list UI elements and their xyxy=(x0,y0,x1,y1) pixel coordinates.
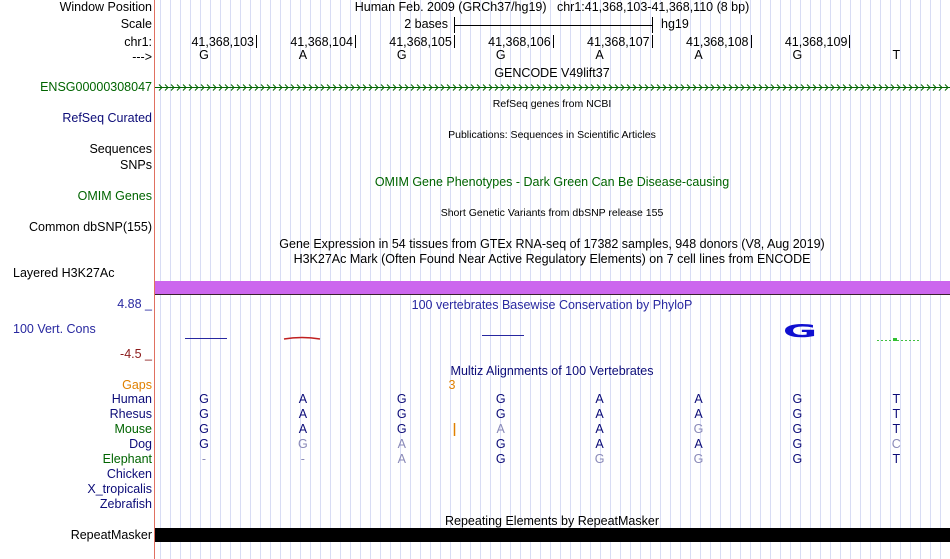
gencode-strand-arrow xyxy=(513,85,516,91)
gencode-strand-arrow xyxy=(453,85,456,91)
ruler-coordinate: 41,368,103 xyxy=(191,35,254,49)
track-title-gtex: Gene Expression in 54 tissues from GTEx RNA-seq of 17382 samples, 948 donors (V8, Aug 2019) xyxy=(279,237,825,251)
track-title-repeatmasker: Repeating Elements by RepeatMasker xyxy=(444,514,660,528)
gencode-strand-arrow xyxy=(729,85,732,91)
gencode-strand-arrow xyxy=(477,85,480,91)
gencode-strand-arrow xyxy=(921,85,924,91)
phylop-min-label: -4.5 _ xyxy=(120,347,152,361)
alignment-base: G xyxy=(792,437,803,451)
gencode-strand-arrow xyxy=(639,85,642,91)
species-label-x_tropicalis: X_tropicalis xyxy=(87,482,152,496)
reference-base: G xyxy=(396,48,407,62)
gencode-strand-arrow xyxy=(315,85,318,91)
phylop-max-label: 4.88 _ xyxy=(117,297,152,311)
alignment-base: A xyxy=(595,422,604,436)
alignment-base: G xyxy=(792,392,803,406)
gencode-strand-arrow xyxy=(945,85,948,91)
ruler-position-header xyxy=(355,0,749,15)
gencode-strand-arrow xyxy=(651,85,654,91)
gencode-strand-arrow xyxy=(525,85,528,91)
reference-base: G xyxy=(199,48,209,62)
gencode-strand-arrow xyxy=(357,85,360,91)
alignment-base: G xyxy=(693,452,704,466)
alignment-base: G xyxy=(495,452,506,466)
gencode-strand-arrow xyxy=(333,85,336,91)
gencode-strand-arrow xyxy=(633,85,636,91)
gencode-strand-arrow xyxy=(747,85,750,91)
gencode-strand-arrow xyxy=(597,85,600,91)
gencode-strand-arrow xyxy=(489,85,492,91)
gencode-strand-arrow xyxy=(663,85,666,91)
gencode-strand-arrow xyxy=(705,85,708,91)
track-label-phylop[interactable]: 100 Vert. Cons xyxy=(13,322,96,336)
track-title-multiz: Multiz Alignments of 100 Vertebrates xyxy=(450,364,654,378)
ruler-coordinate: 41,368,109 xyxy=(784,35,848,49)
gencode-strand-arrow xyxy=(741,85,744,91)
gencode-strand-arrow xyxy=(771,85,774,91)
reference-base: A xyxy=(694,48,703,62)
gencode-strand-arrow xyxy=(609,85,612,91)
gencode-strand-arrow xyxy=(309,85,312,91)
gencode-strand-arrow xyxy=(735,85,738,91)
gencode-strand-arrow xyxy=(891,85,894,91)
gencode-strand-arrow xyxy=(387,85,390,91)
reference-base: T xyxy=(892,48,901,62)
track-label-snps[interactable]: SNPs xyxy=(120,158,152,172)
reference-base: A xyxy=(298,48,308,62)
gencode-strand-arrow xyxy=(759,85,762,91)
gencode-strand-arrow xyxy=(669,85,672,91)
scale-value: 2 bases xyxy=(404,17,448,31)
track-title-refseq: RefSeq genes from NCBI xyxy=(492,98,612,110)
gencode-strand-arrow xyxy=(381,85,384,91)
gencode-strand-arrow xyxy=(711,85,714,91)
gencode-strand-arrow xyxy=(465,85,468,91)
gencode-strand-arrow xyxy=(825,85,828,91)
gencode-strand-arrow xyxy=(201,85,204,91)
gencode-strand-arrow xyxy=(183,85,186,91)
alignment-base: G xyxy=(396,407,407,421)
gencode-strand-arrow xyxy=(435,85,438,91)
alignment-base: A xyxy=(595,392,604,406)
gencode-strand-arrow xyxy=(795,85,798,91)
gencode-strand-arrow xyxy=(219,85,222,91)
alignment-base: A xyxy=(694,407,703,421)
alignment-base: T xyxy=(892,392,901,406)
gencode-strand-arrow xyxy=(765,85,768,91)
window-position-label: Window Position xyxy=(59,0,152,14)
species-label-rhesus: Rhesus xyxy=(109,407,152,421)
assembly-name: Human Feb. 2009 (GRCh37/hg19) xyxy=(354,0,547,14)
species-label-mouse: Mouse xyxy=(114,422,152,436)
gencode-strand-arrow xyxy=(681,85,684,91)
gencode-strand-arrow xyxy=(807,85,810,91)
alignment-base: - xyxy=(300,452,305,466)
species-label-dog: Dog xyxy=(129,437,152,451)
alignment-base: A xyxy=(397,452,406,466)
gencode-strand-arrow xyxy=(927,85,930,91)
gencode-strand-arrow xyxy=(483,85,486,91)
alignment-base: T xyxy=(892,452,901,466)
track-label-refseq[interactable]: RefSeq Curated xyxy=(62,111,152,125)
alignment-base: G xyxy=(792,407,803,421)
gencode-strand-arrow xyxy=(393,85,396,91)
alignment-base: G xyxy=(495,407,506,421)
gencode-strand-arrow xyxy=(297,85,300,91)
gencode-strand-arrow xyxy=(423,85,426,91)
gencode-strand-arrow xyxy=(549,85,552,91)
reference-base: G xyxy=(792,48,803,62)
track-title-h3k27ac: H3K27Ac Mark (Often Found Near Active Regulatory Elements) on 7 cell lines from ENCODE xyxy=(293,252,811,266)
gencode-strand-arrow xyxy=(675,85,678,91)
chrom-label: chr1: xyxy=(124,35,152,49)
gencode-strand-arrow xyxy=(441,85,444,91)
gencode-strand-arrow xyxy=(459,85,462,91)
gencode-strand-arrow xyxy=(231,85,234,91)
gencode-strand-arrow xyxy=(867,85,870,91)
gencode-strand-arrow xyxy=(177,85,180,91)
alignment-base: A xyxy=(694,437,703,451)
gencode-strand-arrow xyxy=(501,85,504,91)
gencode-strand-arrow xyxy=(537,85,540,91)
alignment-base: A xyxy=(397,437,406,451)
gencode-strand-arrow xyxy=(189,85,192,91)
track-label-omim[interactable]: OMIM Genes xyxy=(77,189,152,203)
track-title-gencode: GENCODE V49lift37 xyxy=(494,66,610,80)
alignment-base: G xyxy=(199,437,209,451)
ruler-coordinate: 41,368,104 xyxy=(290,35,353,49)
gencode-strand-arrow xyxy=(801,85,804,91)
species-label-elephant: Elephant xyxy=(102,452,152,466)
gencode-strand-arrow xyxy=(327,85,330,91)
alignment-base: G xyxy=(199,407,209,421)
track-title-phylop: 100 vertebrates Basewise Conservation by PhyloP xyxy=(411,298,693,312)
alignment-base: - xyxy=(201,452,207,466)
gencode-strand-arrow xyxy=(507,85,510,91)
gencode-strand-arrow xyxy=(339,85,342,91)
gencode-strand-arrow xyxy=(693,85,696,91)
alignment-base: A xyxy=(298,422,308,436)
ruler-coordinate: 41,368,107 xyxy=(587,35,650,49)
gencode-strand-arrow xyxy=(363,85,366,91)
gencode-strand-arrow xyxy=(543,85,546,91)
gencode-strand-arrow xyxy=(687,85,690,91)
reference-base: G xyxy=(495,48,506,62)
gencode-strand-arrow xyxy=(621,85,624,91)
gencode-strand-arrow xyxy=(915,85,918,91)
gencode-strand-arrow xyxy=(471,85,474,91)
ruler-coordinate: 41,368,105 xyxy=(389,35,452,49)
track-label-h3k27ac[interactable]: Layered H3K27Ac xyxy=(13,266,115,280)
track-label-publications[interactable]: Sequences xyxy=(89,142,152,156)
gencode-strand-arrow xyxy=(225,85,228,91)
gencode-strand-arrow xyxy=(303,85,306,91)
gencode-strand-arrow xyxy=(657,85,660,91)
ruler-coordinate: 41,368,108 xyxy=(685,35,749,49)
reference-base: A xyxy=(595,48,604,62)
gencode-strand-arrow xyxy=(837,85,840,91)
track-label-gencode[interactable]: ENSG00000308047 xyxy=(40,80,152,94)
gencode-strand-arrow xyxy=(855,85,858,91)
gencode-strand-arrow xyxy=(627,85,630,91)
alignment-base: G xyxy=(792,452,803,466)
gencode-strand-arrow xyxy=(879,85,882,91)
gencode-strand-arrow xyxy=(753,85,756,91)
alignment-base: G xyxy=(199,392,209,406)
gencode-strand-arrow xyxy=(819,85,822,91)
gencode-strand-arrow xyxy=(531,85,534,91)
gencode-strand-arrow xyxy=(789,85,792,91)
alignment-base: G xyxy=(792,422,803,436)
gencode-strand-arrow xyxy=(321,85,324,91)
gencode-strand-arrow xyxy=(207,85,210,91)
alignment-base: G xyxy=(298,437,308,451)
track-title-dbsnp: Short Genetic Variants from dbSNP release 155 xyxy=(440,207,664,219)
gencode-strand-arrow xyxy=(375,85,378,91)
alignment-base: A xyxy=(298,392,308,406)
gencode-strand-arrow xyxy=(843,85,846,91)
gencode-strand-arrow xyxy=(165,85,168,91)
alignment-base: G xyxy=(495,437,506,451)
alignment-base: T xyxy=(892,407,901,421)
gencode-strand-arrow xyxy=(567,85,570,91)
gencode-strand-arrow xyxy=(885,85,888,91)
species-label-zebrafish: Zebrafish xyxy=(99,497,152,511)
alignment-base: A xyxy=(496,422,505,436)
gencode-strand-arrow xyxy=(345,85,348,91)
gencode-strand-arrow xyxy=(939,85,942,91)
gencode-strand-arrow xyxy=(579,85,582,91)
alignment-base: G xyxy=(199,422,209,436)
gencode-strand-arrow xyxy=(405,85,408,91)
gencode-strand-arrow xyxy=(591,85,594,91)
repeatmasker-feature xyxy=(155,528,950,542)
alignment-base: A xyxy=(595,437,604,451)
alignment-base: T xyxy=(892,422,901,436)
species-label-human: Human xyxy=(111,392,152,406)
track-label-dbsnp[interactable]: Common dbSNP(155) xyxy=(29,220,152,234)
track-label-repeatmasker[interactable]: RepeatMasker xyxy=(70,528,152,542)
gencode-strand-arrow xyxy=(903,85,906,91)
gencode-strand-arrow xyxy=(777,85,780,91)
gencode-strand-arrow xyxy=(159,85,162,91)
gencode-strand-arrow xyxy=(897,85,900,91)
species-label-chicken: Chicken xyxy=(106,467,152,481)
gencode-strand-arrow xyxy=(495,85,498,91)
strand-label: ---> xyxy=(132,50,152,64)
gencode-strand-arrow xyxy=(861,85,864,91)
gencode-strand-arrow xyxy=(723,85,726,91)
scale-label: Scale xyxy=(120,17,152,31)
phylop-logo-glyph: G xyxy=(782,320,818,342)
gencode-strand-arrow xyxy=(555,85,558,91)
gencode-strand-arrow xyxy=(873,85,876,91)
track-title-publications: Publications: Sequences in Scientific Articles xyxy=(448,129,656,141)
gencode-strand-arrow xyxy=(291,85,294,91)
alignment-base: A xyxy=(595,407,604,421)
gencode-strand-arrow xyxy=(429,85,432,91)
gencode-strand-arrow xyxy=(585,85,588,91)
alignment-base: G xyxy=(594,452,605,466)
alignment-base: A xyxy=(298,407,308,421)
gencode-strand-arrow xyxy=(519,85,522,91)
ruler-coordinate: 41,368,106 xyxy=(488,35,551,49)
gencode-strand-arrow xyxy=(603,85,606,91)
alignment-base: C xyxy=(891,437,901,451)
gencode-strand-arrow xyxy=(267,85,270,91)
gencode-strand-arrow xyxy=(411,85,414,91)
track-label-gaps: Gaps xyxy=(122,378,152,392)
gencode-strand-arrow xyxy=(261,85,264,91)
position-range: chr1:41,368,103-41,368,110 (8 bp) xyxy=(556,0,750,14)
gencode-strand-arrow xyxy=(813,85,816,91)
gencode-strand-arrow xyxy=(645,85,648,91)
gencode-strand-arrow xyxy=(369,85,372,91)
gencode-strand-arrow xyxy=(909,85,912,91)
gencode-strand-arrow xyxy=(285,85,288,91)
gencode-strand-arrow xyxy=(195,85,198,91)
gencode-strand-arrow xyxy=(237,85,240,91)
gencode-strand-arrow xyxy=(933,85,936,91)
gencode-strand-arrow xyxy=(699,85,702,91)
gencode-strand-arrow xyxy=(615,85,618,91)
gencode-strand-arrow xyxy=(243,85,246,91)
gencode-strand-arrow xyxy=(279,85,282,91)
gap-count: 3 xyxy=(448,378,456,392)
gencode-strand-arrow xyxy=(273,85,276,91)
gencode-strand-arrow xyxy=(417,85,420,91)
h3k27ac-signal xyxy=(155,281,950,294)
gencode-strand-arrow xyxy=(447,85,450,91)
gencode-strand-arrow xyxy=(213,85,216,91)
gencode-strand-arrow xyxy=(249,85,252,91)
alignment-base: G xyxy=(396,422,407,436)
gencode-strand-arrow xyxy=(831,85,834,91)
alignment-base: G xyxy=(693,422,704,436)
phylop-bar xyxy=(893,338,897,341)
gencode-strand-arrow xyxy=(783,85,786,91)
alignment-base: G xyxy=(396,392,407,406)
alignment-base: G xyxy=(495,392,506,406)
db-name: hg19 xyxy=(661,17,689,31)
gencode-strand-arrow xyxy=(717,85,720,91)
gencode-strand-arrow xyxy=(351,85,354,91)
track-title-omim: OMIM Gene Phenotypes - Dark Green Can Be Disease-causing xyxy=(374,175,730,189)
gencode-strand-arrow xyxy=(171,85,174,91)
phylop-bar xyxy=(284,338,320,340)
gencode-strand-arrow xyxy=(561,85,564,91)
gencode-strand-arrow xyxy=(849,85,852,91)
gencode-strand-arrow xyxy=(255,85,258,91)
gencode-strand-arrow xyxy=(399,85,402,91)
gencode-strand-arrow xyxy=(573,85,576,91)
alignment-base: A xyxy=(694,392,703,406)
